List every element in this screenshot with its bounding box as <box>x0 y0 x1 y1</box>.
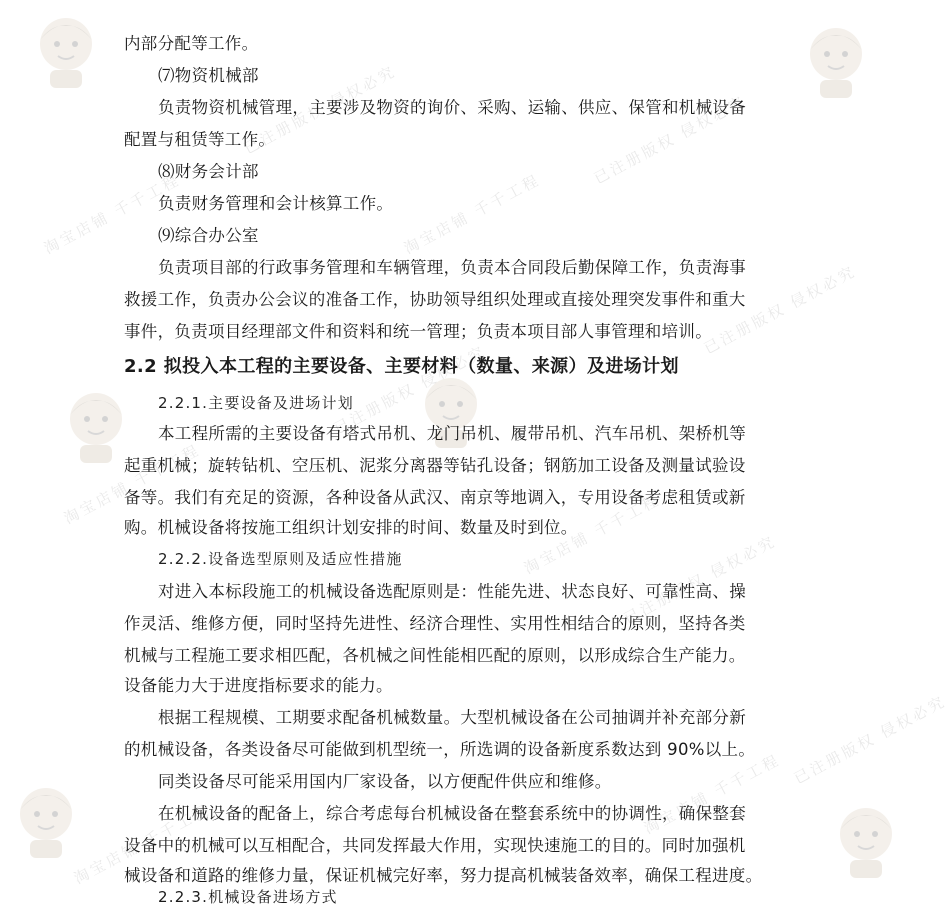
paragraph-line: 设备中的机械可以互相配合，共同发挥最大作用，实现快速施工的目的。同时加强机 <box>124 836 746 855</box>
paragraph-line: 内部分配等工作。 <box>124 34 259 53</box>
subsection-heading: 2.2.2.设备选型原则及适应性措施 <box>158 550 403 568</box>
watermark-text: 淘宝店铺 千千工程 <box>520 490 664 578</box>
watermark-face-icon <box>10 780 82 860</box>
item-heading: ⑼综合办公室 <box>158 226 259 245</box>
subsection-heading: 2.2.3.机械设备进场方式 <box>158 888 338 906</box>
paragraph-line: 的机械设备，各类设备尽可能做到机型统一，所选调的设备新度系数达到 90%以上。 <box>124 740 756 759</box>
watermark-text: 已注册版权 侵权必究 <box>330 342 490 438</box>
paragraph-line: 负责项目部的行政事务管理和车辆管理，负责本合同段后勤保障工作，负责海事 <box>158 258 746 277</box>
watermark-text: 淘宝店铺 千千工程 <box>640 750 784 838</box>
paragraph-line: 作灵活、维修方便，同时坚持先进性、经济合理性、实用性相结合的原则，坚持各类 <box>124 614 746 633</box>
paragraph-line: 购。机械设备将按施工组织计划安排的时间、数量及时到位。 <box>124 518 578 537</box>
paragraph-line: 根据工程规模、工期要求配备机械数量。大型机械设备在公司抽调并补充部分新 <box>158 708 746 727</box>
watermark-face-icon <box>30 10 102 90</box>
paragraph-line: 械设备和道路的维修力量，保证机械完好率，努力提高机械装备效率，确保工程进度。 <box>124 866 763 885</box>
paragraph-line: 机械与工程施工要求相匹配，各机械之间性能相匹配的原则，以形成综合生产能力。 <box>124 646 746 665</box>
paragraph-line: 负责物资机械管理，主要涉及物资的询价、采购、运输、供应、保管和机械设备 <box>158 98 746 117</box>
watermark-text: 已注册版权 侵权必究 <box>620 532 780 628</box>
paragraph-line: 救援工作，负责办公会议的准备工作，协助领导组织处理或直接处理突发事件和重大 <box>124 290 746 309</box>
watermark-text: 已注册版权 侵权必究 <box>790 692 950 788</box>
subsection-heading-cutoff <box>124 888 384 906</box>
watermark-text: 淘宝店铺 千千工程 <box>400 170 544 258</box>
watermark-text: 已注册版权 侵权必究 <box>240 62 400 158</box>
watermark-text: 淘宝店铺 千千工程 <box>60 440 204 528</box>
paragraph-line: 本工程所需的主要设备有塔式吊机、龙门吊机、履带吊机、汽车吊机、架桥机等 <box>158 424 746 443</box>
paragraph-line: 配置与租赁等工作。 <box>124 130 276 149</box>
paragraph-line: 负责财务管理和会计核算工作。 <box>158 194 394 213</box>
watermark-text: 已注册版权 侵权必究 <box>590 92 750 188</box>
paragraph-line: 在机械设备的配备上，综合考虑每台机械设备在整套系统中的协调性，确保整套 <box>158 804 746 823</box>
paragraph-line: 对进入本标段施工的机械设备选配原则是：性能先进、状态良好、可靠性高、操 <box>158 582 746 601</box>
subsection-heading: 2.2.1.主要设备及进场计划 <box>158 394 354 412</box>
item-heading: ⑺物资机械部 <box>158 66 259 85</box>
paragraph-line: 设备能力大于进度指标要求的能力。 <box>124 676 393 695</box>
watermark-face-icon <box>60 385 132 465</box>
paragraph-line: 备等。我们有充足的资源，各种设备从武汉、南京等地调入，专用设备考虑租赁或新 <box>124 488 746 507</box>
section-heading: 2.2 拟投入本工程的主要设备、主要材料（数量、来源）及进场计划 <box>124 356 679 377</box>
watermark-text: 淘宝店铺 千千工程 <box>70 800 214 888</box>
paragraph-line: 事件，负责项目经理部文件和资料和统一管理；负责本项目部人事管理和培训。 <box>124 322 712 341</box>
item-heading: ⑻财务会计部 <box>158 162 259 181</box>
watermark-text: 已注册版权 侵权必究 <box>700 262 860 358</box>
paragraph-line: 同类设备尽可能采用国内厂家设备，以方便配件供应和维修。 <box>158 772 612 791</box>
paragraph-line: 起重机械；旋转钻机、空压机、泥浆分离器等钻孔设备；钢筋加工设备及测量试验设 <box>124 456 746 475</box>
watermark-text: 淘宝店铺 千千工程 <box>40 170 184 258</box>
